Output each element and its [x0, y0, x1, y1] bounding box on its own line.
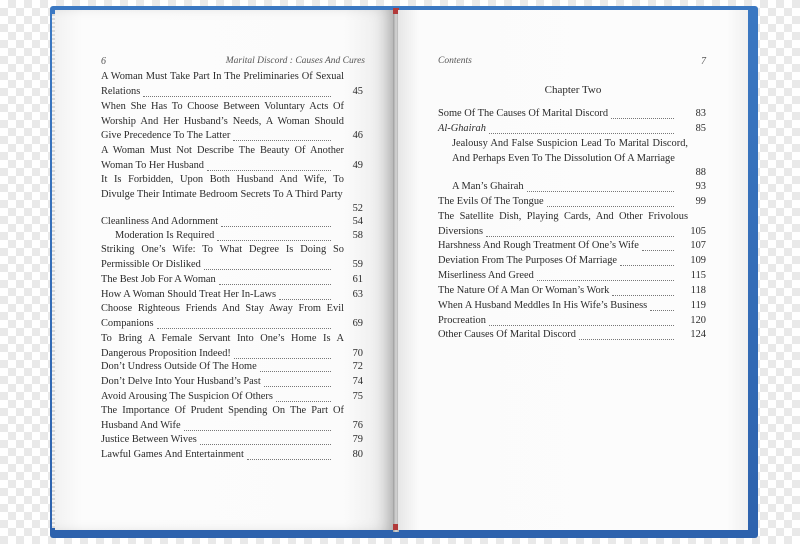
- dot-leader: [264, 386, 331, 387]
- toc-entry-page: 99: [695, 196, 706, 207]
- left-running-head: Marital Discord : Causes And Cures: [225, 56, 365, 66]
- toc-entry-title: Al-Ghairah: [438, 123, 486, 134]
- toc-entry-page: 85: [695, 123, 706, 134]
- dot-leader: [217, 240, 331, 241]
- toc-entry-page: 49: [352, 159, 363, 171]
- toc-entry-title: Jealousy And False Suspicion Lead To Marital Discord, And Perhaps Even To The Dissolution Of A Marriage: [452, 138, 688, 164]
- dot-leader: [233, 140, 331, 141]
- toc-entry-page: 83: [695, 108, 706, 119]
- toc-entry-title: Deviation From The Purposes Of Marriage: [438, 255, 618, 266]
- dot-leader: [612, 295, 674, 296]
- toc-entry-title: The Evils Of The Tongue: [438, 196, 544, 207]
- dot-leader: [247, 459, 331, 460]
- dot-leader: [527, 191, 674, 192]
- toc-entry-page: 107: [690, 240, 706, 251]
- toc-entry-page: 69: [352, 317, 363, 329]
- toc-entry-page: 124: [690, 329, 706, 340]
- dot-leader: [276, 401, 331, 402]
- toc-entry-title: To Bring A Female Servant Into One’s Home Is A Dangerous Proposition Indeed!: [101, 333, 344, 359]
- toc-entry-title: When A Husband Meddles In His Wife’s Business: [438, 300, 648, 311]
- toc-entry-title: The Best Job For A Woman: [101, 274, 216, 285]
- toc-entry-page: 109: [690, 255, 706, 266]
- dot-leader: [200, 444, 331, 445]
- toc-entry-title: The Satellite Dish, Playing Cards, And Other Frivolous Diversions: [438, 211, 688, 237]
- toc-entry-title: Justice Between Wives: [101, 434, 197, 445]
- dot-leader: [486, 236, 674, 237]
- dot-leader: [547, 206, 674, 207]
- toc-entry-title: Moderation Is Required: [115, 230, 215, 241]
- toc-entry-title: It Is Forbidden, Upon Both Husband And Wife, To Divulge Their Intimate Bedroom Secrets To A Third Party: [101, 174, 344, 200]
- toc-entry-title: Striking One’s Wife: To What Degree Is Doing So Permissible Or Disliked: [101, 244, 344, 270]
- dot-leader: [184, 430, 331, 431]
- toc-entry-title: Miserliness And Greed: [438, 270, 534, 281]
- dot-leader: [642, 250, 674, 251]
- dot-leader: [204, 269, 331, 270]
- dot-leader: [537, 280, 674, 281]
- toc-entry-page: 45: [352, 85, 363, 97]
- toc-entry-page: 88: [695, 167, 706, 178]
- right-running-head: Contents: [438, 56, 472, 66]
- dot-leader: [611, 118, 674, 119]
- toc-entry-page: 61: [352, 274, 363, 285]
- dot-leader: [489, 133, 674, 134]
- toc-entry-title: Lawful Games And Entertainment: [101, 449, 244, 460]
- toc-entry-title: Procreation: [438, 315, 486, 326]
- chapter-heading: Chapter Two: [544, 84, 602, 96]
- dot-leader: [620, 265, 674, 266]
- dot-leader: [219, 284, 331, 285]
- toc-entry-title: The Nature Of A Man Or Woman’s Work: [438, 285, 610, 296]
- toc-entry-title: Some Of The Causes Of Marital Discord: [438, 108, 609, 119]
- toc-entry-page: 76: [352, 419, 363, 431]
- toc-entry-title: A Woman Must Take Part In The Preliminaries Of Sexual Relations: [101, 71, 344, 97]
- dot-leader: [279, 299, 331, 300]
- toc-entry-page: 79: [352, 434, 363, 445]
- toc-entry-page: 46: [352, 130, 363, 141]
- dot-leader: [143, 96, 331, 97]
- toc-entry-title: Avoid Arousing The Suspicion Of Others: [101, 391, 273, 402]
- toc-entry-title: Don’t Undress Outside Of The Home: [101, 361, 257, 372]
- toc-entry-page: 80: [352, 449, 363, 460]
- left-page-number: 6: [101, 56, 106, 67]
- right-page-number: 7: [701, 56, 706, 67]
- toc-entry-title: A Woman Must Not Describe The Beauty Of Another Woman To Her Husband: [101, 145, 344, 171]
- toc-entry-title: Choose Righteous Friends And Stay Away From Evil Companions: [101, 303, 344, 329]
- toc-entry-title: When She Has To Choose Between Voluntary Acts Of Worship And Her Husband’s Needs, A Woman Should Give Precedence To The Latter: [101, 101, 344, 141]
- dot-leader: [234, 358, 331, 359]
- toc-entry-page: 119: [690, 300, 706, 311]
- toc-entry-title: How A Woman Should Treat Her In-Laws: [101, 289, 277, 300]
- toc-entry-page: 70: [352, 347, 363, 359]
- toc-entry-page: 58: [352, 230, 363, 241]
- dot-leader: [157, 328, 331, 329]
- toc-entry-page: 75: [352, 391, 363, 402]
- right-page: [398, 10, 748, 530]
- toc-entry-title: A Man’s Ghairah: [452, 181, 524, 192]
- toc-entry-title: Don’t Delve Into Your Husband’s Past: [101, 376, 261, 387]
- dot-leader: [260, 371, 331, 372]
- dot-leader: [579, 339, 674, 340]
- dot-leader: [489, 325, 674, 326]
- dot-leader: [650, 310, 674, 311]
- left-page: [55, 10, 395, 530]
- toc-entry-page: 63: [352, 289, 363, 300]
- toc-entry-title: Other Causes Of Marital Discord: [438, 329, 576, 340]
- toc-entry-page: 59: [352, 258, 363, 270]
- toc-entry-page: 118: [690, 285, 706, 296]
- toc-entry-page: 105: [690, 225, 706, 237]
- dot-leader: [221, 226, 331, 227]
- toc-entry-page: 74: [352, 376, 363, 387]
- toc-entry-page: 52: [352, 203, 363, 214]
- toc-entry-page: 115: [690, 270, 706, 281]
- toc-entry-title: Cleanliness And Adornment: [101, 216, 219, 227]
- toc-entry-page: 93: [695, 181, 706, 192]
- toc-entry-page: 120: [690, 315, 706, 326]
- toc-entry-title: Harshness And Rough Treatment Of One’s Wife: [438, 240, 639, 251]
- dot-leader: [207, 170, 331, 171]
- toc-entry-title: The Importance Of Prudent Spending On The Part Of Husband And Wife: [101, 405, 344, 431]
- toc-entry-page: 72: [352, 361, 363, 372]
- toc-entry-page: 54: [352, 216, 363, 227]
